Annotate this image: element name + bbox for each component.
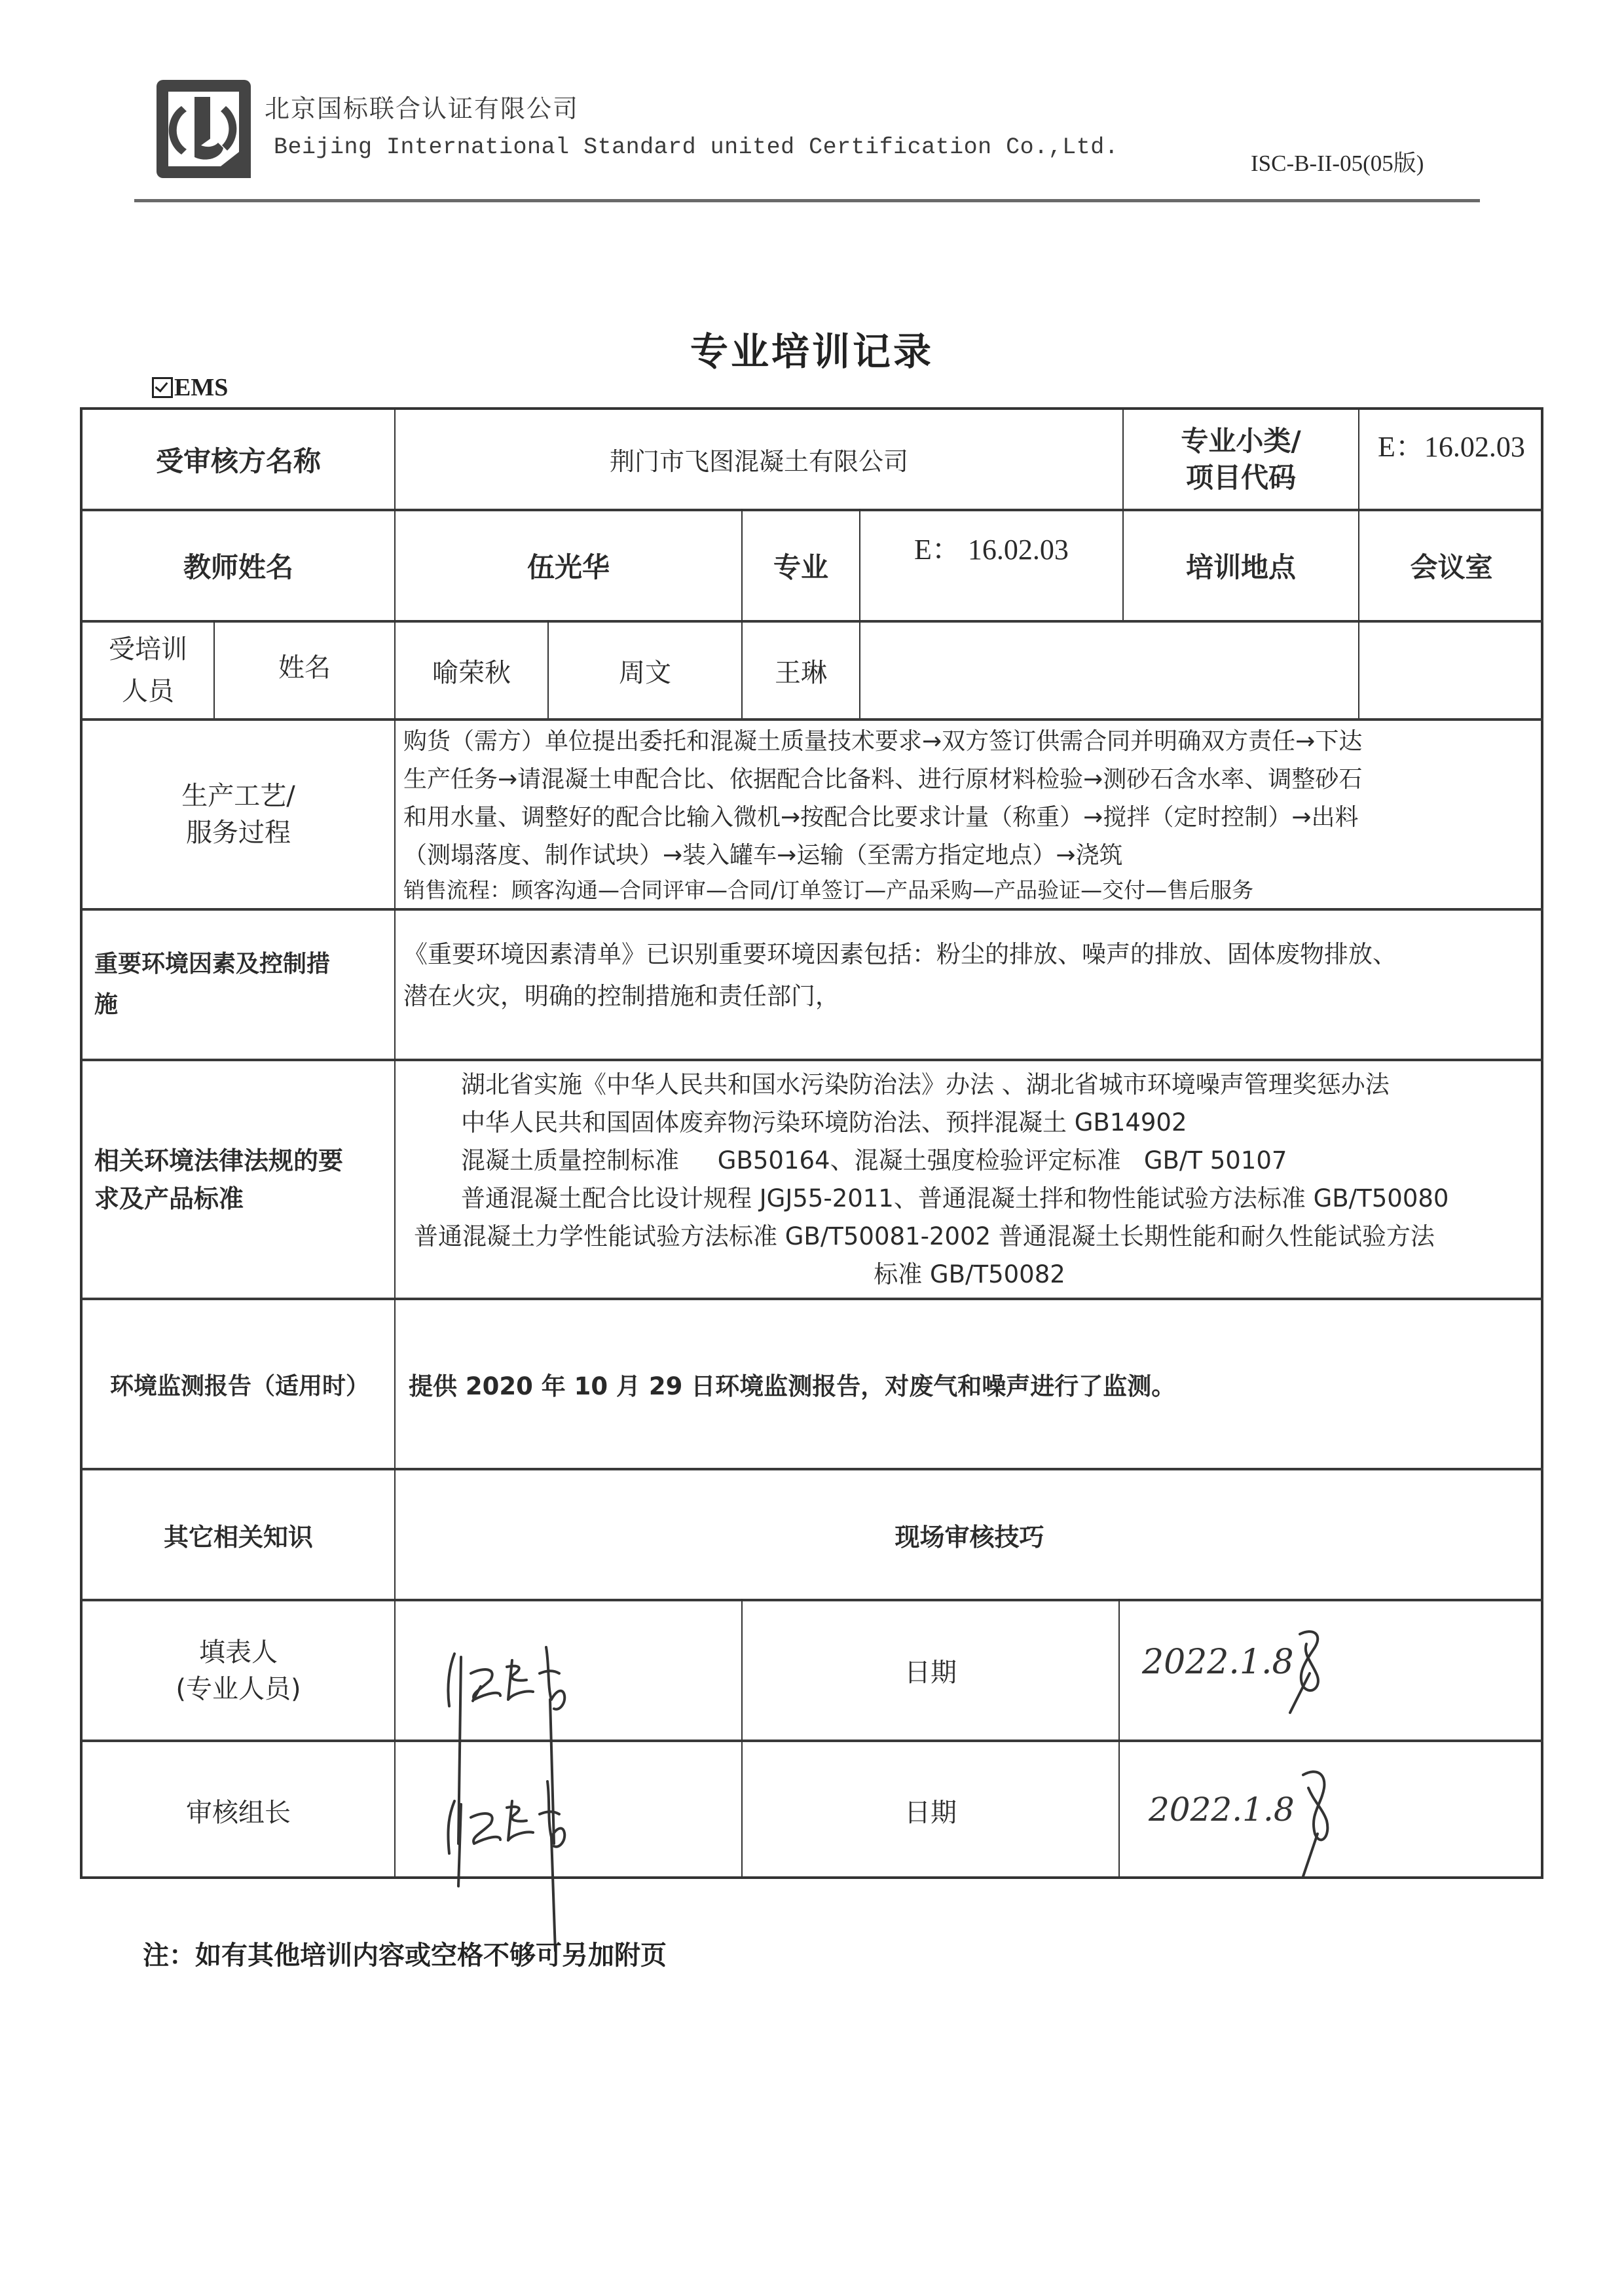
major-label-spacer bbox=[546, 511, 741, 620]
footer-note: 注：如有其他培训内容或空格不够可另加附页 bbox=[143, 1941, 667, 1971]
env-factors-label bbox=[94, 911, 394, 1059]
filler-date-label: 日期 bbox=[904, 1658, 957, 1688]
env-factors-line: 潜在火灾，明确的控制措施和责任部门， bbox=[403, 982, 840, 1010]
company-name-en: Beijing International Standard united Certification Co.,Ltd. bbox=[274, 134, 1119, 160]
teacher-name-value: 伍光华 bbox=[526, 551, 610, 583]
trainee-name: 喻荣秋 bbox=[432, 657, 511, 688]
monitoring-value: 提供 2020 年 10 月 29 日环境监测报告，对废气和噪声进行了监测。 bbox=[409, 1372, 1176, 1400]
filler-signature bbox=[396, 1601, 741, 1740]
env-factors-content bbox=[403, 934, 1540, 1051]
ems-checkbox[interactable] bbox=[152, 373, 228, 402]
regulation-line: 标准 GB/T50082 bbox=[874, 1260, 1065, 1288]
trainee-name-empty bbox=[1124, 623, 1358, 718]
category-label bbox=[1124, 410, 1358, 509]
process-line: 和用水量、调整好的配合比输入微机→按配合比要求计量（称重）→搅拌（定时控制）→出料 bbox=[403, 804, 1359, 831]
date-text: 2022.1.8 bbox=[1149, 1791, 1295, 1829]
location-label: 培训地点 bbox=[1185, 551, 1296, 583]
trainee-name: 王琳 bbox=[775, 657, 827, 688]
major-label: 专业 bbox=[773, 551, 828, 583]
process-line: （测塌落度、制作试块）→装入罐车→运输（至需方指定地点）→浇筑 bbox=[403, 842, 1123, 869]
teacher-label: 教师姓名 bbox=[183, 551, 293, 583]
date-text: 2022.1.8 bbox=[1142, 1643, 1294, 1682]
reviewer-label: 审核组长 bbox=[186, 1798, 291, 1828]
regulations-content bbox=[396, 1065, 1543, 1298]
trainees-group-label bbox=[83, 623, 213, 718]
document-code: ISC-B-II-05(05版) bbox=[1251, 151, 1424, 176]
auditee-value: 荆门市飞图混凝土有限公司 bbox=[609, 447, 908, 476]
process-line: 购货（需方）单位提出委托和混凝土质量技术要求→双方签订供需合同并明确双方责任→下达 bbox=[403, 728, 1363, 755]
ems-label: EMS bbox=[174, 374, 229, 401]
other-knowledge-value: 现场审核技巧 bbox=[895, 1522, 1044, 1552]
process-label-line2: 服务过程 bbox=[186, 818, 291, 848]
filler-date-value bbox=[1120, 1601, 1543, 1740]
reviewer-signature bbox=[396, 1742, 741, 1879]
checkbox-checked-icon[interactable] bbox=[152, 377, 173, 398]
regulation-line: 普通混凝土力学性能试验方法标准 GB/T50081-2002 普通混凝土长期性能和耐久性能试验方法 bbox=[414, 1222, 1435, 1250]
process-label-line1: 生产工艺/ bbox=[181, 781, 295, 811]
filler-label-line1: 填表人 bbox=[199, 1637, 278, 1667]
company-name-cn: 北京国标联合认证有限公司 bbox=[265, 94, 580, 123]
trainee-name: 周文 bbox=[619, 657, 671, 688]
location-value: 会议室 bbox=[1410, 551, 1493, 583]
regulations-label-line2: 求及产品标准 bbox=[94, 1184, 244, 1213]
process-line: 生产任务→请混凝土申配合比、依据配合比备料、进行原材料检验→测砂石含水率、调整砂石 bbox=[403, 766, 1363, 793]
filler-label-line2: (专业人员) bbox=[175, 1673, 301, 1704]
header-divider bbox=[134, 199, 1480, 202]
category-label-line2: 项目代码 bbox=[1185, 461, 1296, 494]
handwritten-signature-icon bbox=[435, 1755, 631, 1952]
env-factors-label-line1: 重要环境因素及控制措 bbox=[94, 951, 331, 977]
trainee-name-empty bbox=[1359, 623, 1543, 718]
trainee-name-label: 姓名 bbox=[278, 652, 331, 683]
handwritten-date-icon bbox=[1139, 1608, 1349, 1726]
regulation-line: 普通混凝土配合比设计规程 JGJ55-2011、普通混凝土拌和物性能试验方法标准 GB/T50080 bbox=[461, 1184, 1449, 1212]
process-label bbox=[83, 721, 394, 908]
trainees-label-line2: 人员 bbox=[122, 676, 174, 706]
regulation-line: 湖北省实施《中华人民共和国水污染防治法》办法 、湖北省城市环境噪声管理奖惩办法 bbox=[461, 1070, 1390, 1099]
regulations-label-line1: 相关环境法律法规的要 bbox=[94, 1146, 344, 1175]
document-title: 专业培训记录 bbox=[690, 329, 934, 374]
trainee-name-empty bbox=[860, 623, 1122, 718]
trainees-label-line1: 受培训 bbox=[109, 634, 187, 665]
regulations-label bbox=[94, 1061, 394, 1298]
filler-label bbox=[83, 1601, 394, 1740]
category-code-value: E：16.02.03 bbox=[1378, 431, 1525, 463]
major-code-value: E： 16.02.03 bbox=[914, 534, 1069, 566]
regulation-line: 混凝土质量控制标准 GB50164、混凝土强度检验评定标准 GB/T 50107 bbox=[461, 1146, 1287, 1175]
env-factors-label-line2: 施 bbox=[94, 991, 119, 1018]
regulation-line: 中华人民共和国固体废弃物污染环境防治法、预拌混凝土 GB14902 bbox=[461, 1108, 1187, 1137]
handwritten-date-icon bbox=[1146, 1749, 1356, 1880]
monitoring-label: 环境监测报告（适用时） bbox=[109, 1372, 369, 1400]
reviewer-date-value bbox=[1120, 1742, 1543, 1879]
process-content bbox=[403, 723, 1540, 908]
auditee-label: 受审核方名称 bbox=[155, 445, 321, 477]
isc-logo-icon bbox=[155, 77, 252, 183]
other-knowledge-label: 其它相关知识 bbox=[163, 1522, 313, 1552]
category-label-line1: 专业小类/ bbox=[1181, 424, 1301, 457]
training-record-table bbox=[80, 407, 1543, 1879]
env-factors-line: 《重要环境因素清单》已识别重要环境因素包括：粉尘的排放、噪声的排放、固体废物排放、 bbox=[403, 940, 1397, 968]
sales-process-line: 销售流程：顾客沟通—合同评审—合同/订单签订—产品采购—产品验证—交付—售后服务 bbox=[403, 877, 1254, 903]
reviewer-date-label: 日期 bbox=[904, 1798, 957, 1828]
